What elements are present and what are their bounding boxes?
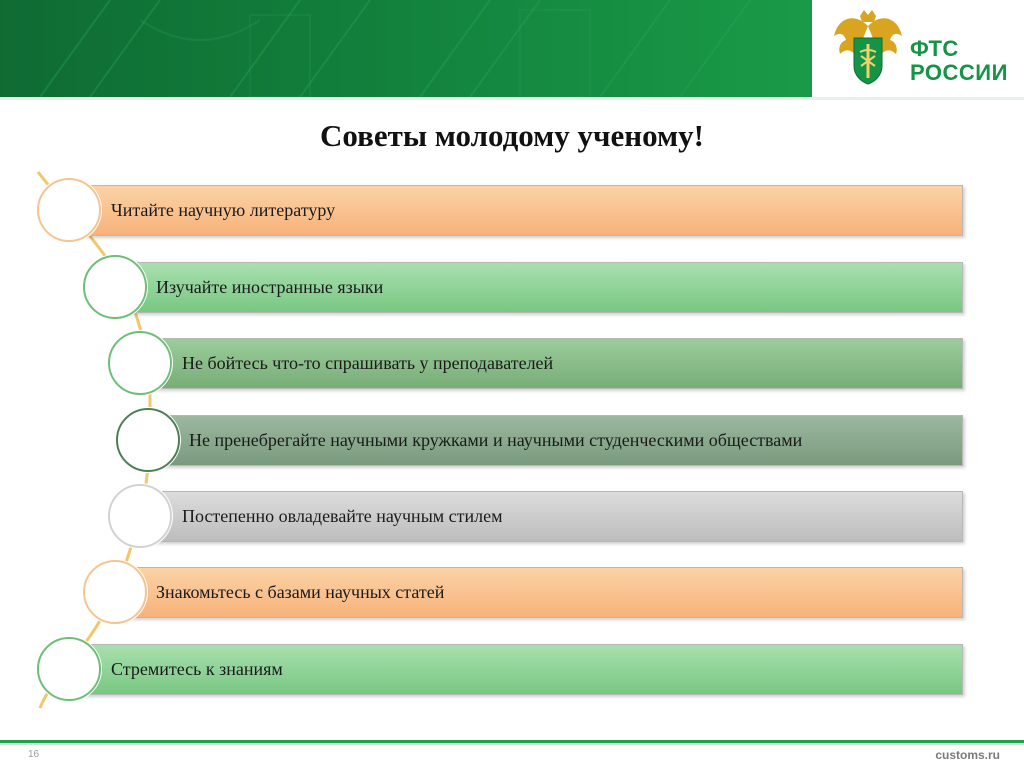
header-band <box>0 0 812 97</box>
header-pattern <box>0 0 812 97</box>
tip-bar-5 <box>143 491 963 542</box>
tip-bar-3 <box>143 338 963 389</box>
tip-text-7: Стремитесь к знаниям <box>111 659 283 679</box>
logo-text-russia: РОССИИ <box>910 60 1008 85</box>
tip-marker-3 <box>108 331 172 395</box>
tip-text-1: Читайте научную литературу <box>111 200 336 220</box>
tip-marker-6 <box>83 560 147 624</box>
tip-bar-1 <box>72 185 963 236</box>
tip-text-4: Не пренебрегайте научными кружками и научными студенческими обществами <box>189 430 803 450</box>
logo-text-fts: ФТС <box>910 36 959 61</box>
tip-text-5: Постепенно овладевайте научным стилем <box>182 506 503 526</box>
tip-marker-4 <box>116 408 180 472</box>
tip-marker-2 <box>83 255 147 319</box>
header-underline <box>0 97 1024 100</box>
tip-text-3: Не бойтесь что-то спрашивать у преподавателей <box>182 353 554 373</box>
footer-line-light <box>0 743 1024 745</box>
tip-marker-5 <box>108 484 172 548</box>
tip-text-2: Изучайте иностранные языки <box>156 277 384 297</box>
tip-marker-1 <box>37 178 101 242</box>
slide-title: Советы молодому ученому! <box>319 118 704 153</box>
tip-bar-6 <box>117 567 963 618</box>
eagle-emblem-icon <box>832 8 904 88</box>
tip-bar-7 <box>72 644 963 695</box>
tip-bar-2 <box>117 262 963 313</box>
tip-bar-4 <box>150 415 963 466</box>
logo <box>818 0 1024 97</box>
page-number: 16 <box>28 749 40 760</box>
footer-site: customs.ru <box>935 748 1000 762</box>
tip-text-6: Знакомьтесь с базами научных статей <box>156 582 445 602</box>
tip-marker-7 <box>37 637 101 701</box>
